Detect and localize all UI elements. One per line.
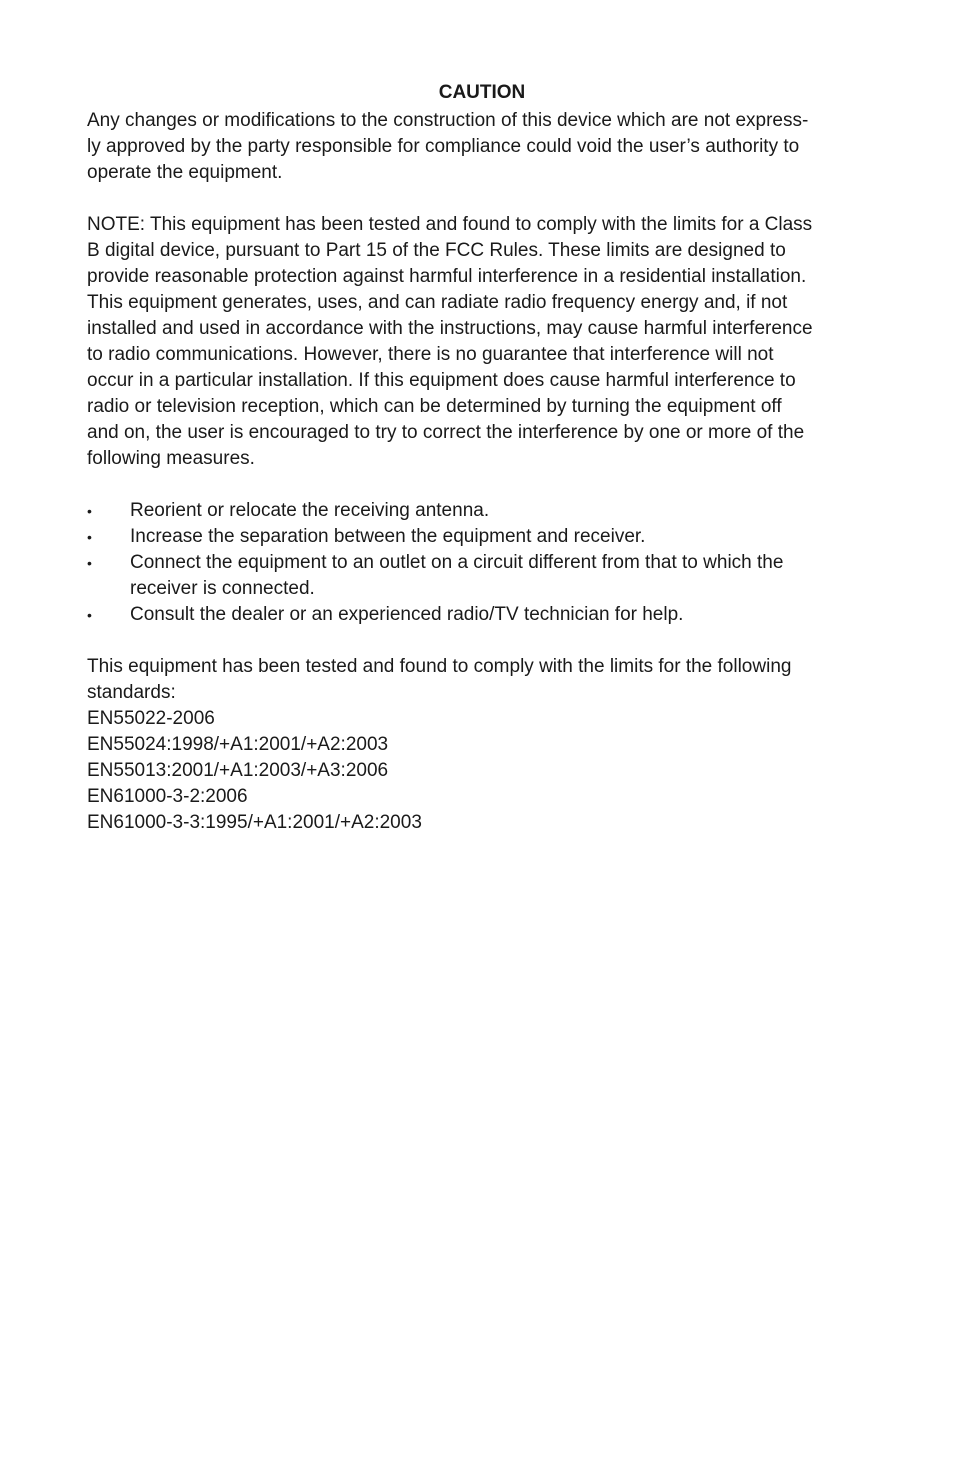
standard-item: EN55024:1998/+A1:2001/+A2:2003 [87,734,389,755]
note-paragraph [87,212,877,472]
list-item [87,602,877,628]
standard-item: EN61000-3-2:2006 [87,786,248,807]
caution-line: operate the equipment. [87,162,283,183]
standard-item: EN55013:2001/+A1:2003/+A3:2006 [87,760,389,781]
measure-text: Reorient or relocate the receiving antenna. [130,500,490,521]
note-line: and on, the user is encouraged to try to correct the interference by one or more of the [87,422,805,443]
caution-heading: CAUTION [438,82,526,103]
bullet-icon: • [87,503,92,519]
document-page [87,80,877,836]
bullet-icon: • [87,555,92,571]
caution-paragraph [87,108,877,186]
note-line: to radio communications. However, there is no guarantee that interference will not [87,344,774,365]
standard-item: EN55022-2006 [87,708,215,729]
bullet-icon: • [87,529,92,545]
list-item [87,524,877,550]
standards-intro-line: This equipment has been tested and found to comply with the limits for the following [87,656,792,677]
caution-line: Any changes or modifications to the construction of this device which are not express- [87,110,809,131]
note-line: radio or television reception, which can be determined by turning the equipment off [87,396,782,417]
measure-text: Increase the separation between the equipment and receiver. [130,526,646,547]
measures-list [87,498,877,628]
note-line: NOTE: This equipment has been tested and found to comply with the limits for a Class [87,214,813,235]
measure-text: receiver is connected. [130,578,315,599]
standards-intro [87,654,877,706]
measure-text: Consult the dealer or an experienced radio/TV technician for help. [130,604,684,625]
list-item [87,550,877,602]
note-line: occur in a particular installation. If this equipment does cause harmful interference to [87,370,796,391]
standards-intro-line: standards: [87,682,176,703]
note-line: following measures. [87,448,255,469]
standard-item: EN61000-3-3:1995/+A1:2001/+A2:2003 [87,812,422,833]
note-line: This equipment generates, uses, and can radiate radio frequency energy and, if not [87,292,788,313]
list-item [87,498,877,524]
note-line: installed and used in accordance with the instructions, may cause harmful interference [87,318,813,339]
measure-text: Connect the equipment to an outlet on a circuit different from that to which the [130,552,784,573]
caution-line: ly approved by the party responsible for compliance could void the user’s authority to [87,136,800,157]
note-line: B digital device, pursuant to Part 15 of the FCC Rules. These limits are designed to [87,240,786,261]
bullet-icon: • [87,607,92,623]
note-line: provide reasonable protection against harmful interference in a residential installation. [87,266,807,287]
standards-list [87,706,877,836]
